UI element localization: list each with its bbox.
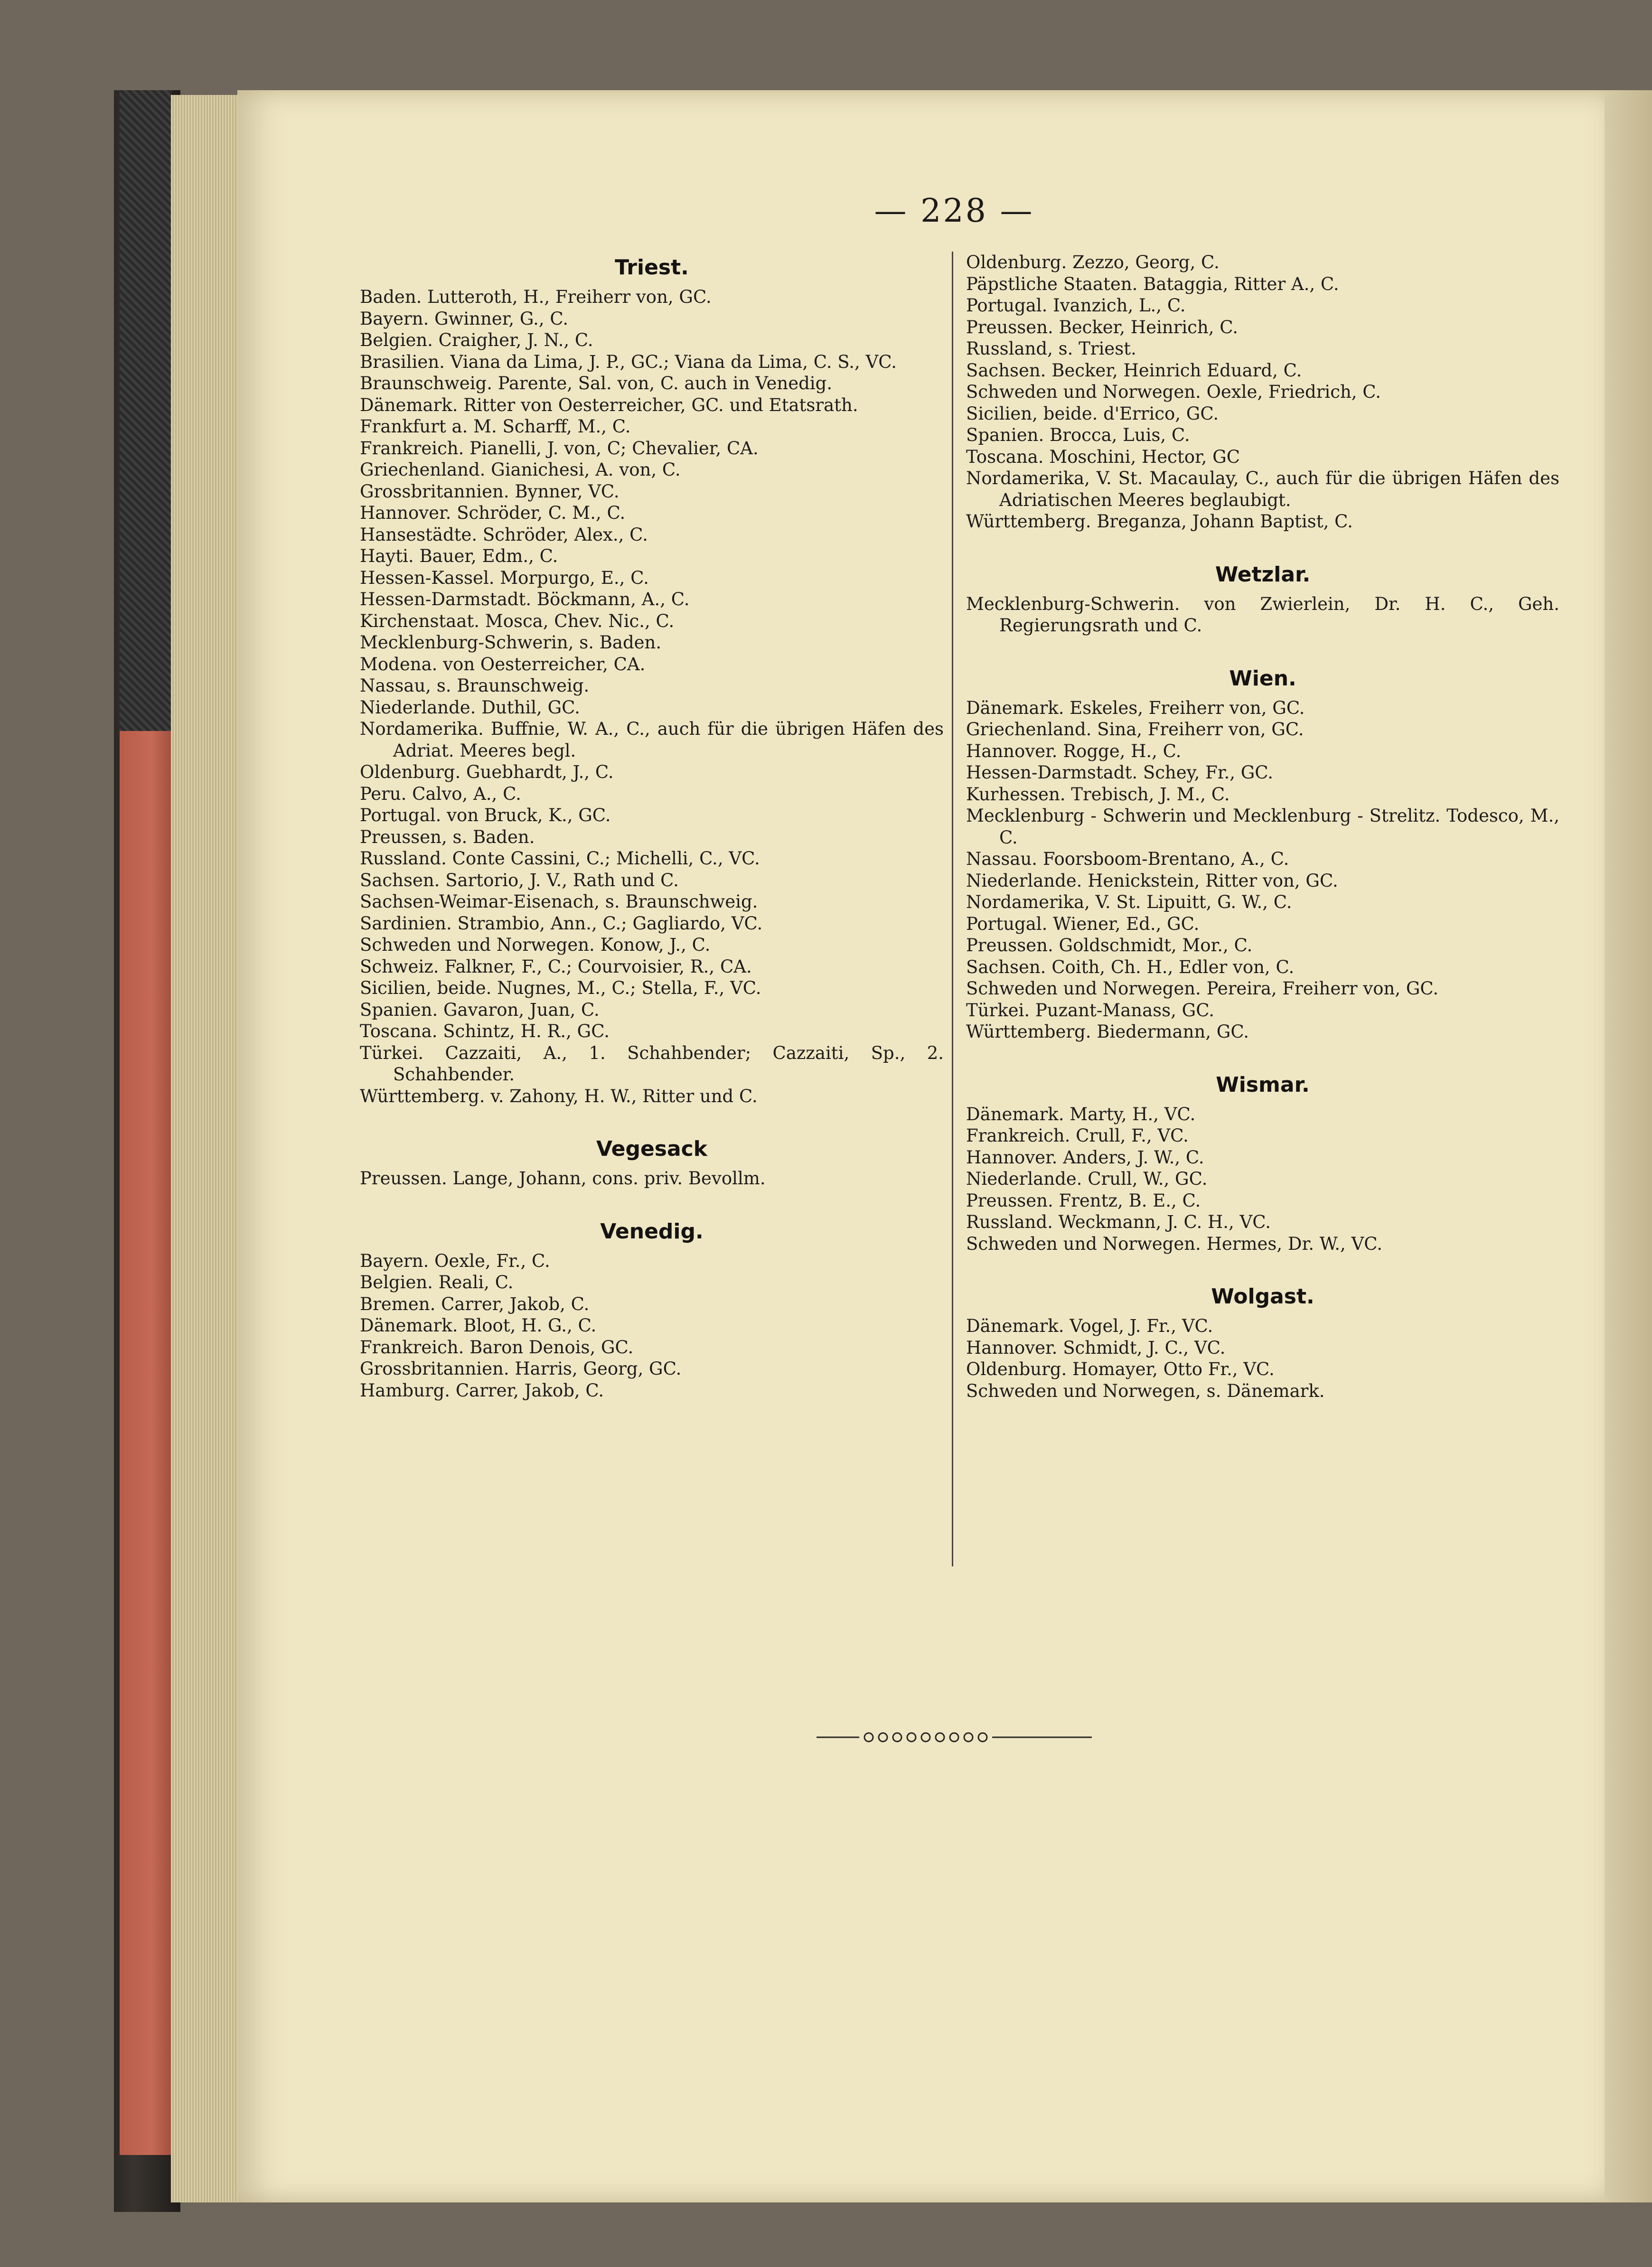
- consul-entry: Bayern. Gwinner, G., C.: [360, 308, 569, 329]
- consul-entry: Frankreich. Pianelli, J. von, C; Chevalier, CA.: [360, 438, 759, 459]
- consul-entry: Nordamerika. Buffnie, W. A., C., auch für die übrigen Häfen des Adriat. Meeres begl.: [360, 719, 944, 761]
- consul-entry: Preussen. Lange, Johann, cons. priv. Bevollm.: [360, 1168, 766, 1189]
- book-spine-red: [120, 731, 172, 2155]
- consul-entry: Hannover. Schröder, C. M., C.: [360, 503, 626, 523]
- consul-entry: Türkei. Cazzaiti, A., 1. Schahbender; Cazzaiti, Sp., 2. Schahbender.: [360, 1042, 944, 1085]
- consul-entry: Hayti. Bauer, Edm., C.: [360, 546, 558, 566]
- consul-entry: Bremen. Carrer, Jakob, C.: [360, 1293, 590, 1314]
- consul-entry: Nordamerika, V. St. Macaulay, C., auch für die übrigen Häfen des Adriatischen Meeres beglaubigt.: [966, 468, 1559, 510]
- consul-entry: Peru. Calvo, A., C.: [360, 783, 521, 804]
- consul-entry: Schweden und Norwegen. Konow, J., C.: [360, 935, 711, 955]
- city-heading: Wetzlar.: [1215, 562, 1311, 587]
- consul-entry: Sachsen. Becker, Heinrich Eduard, C.: [966, 360, 1302, 381]
- section-gap: [360, 1107, 944, 1133]
- city-heading: Wismar.: [1216, 1072, 1310, 1097]
- section-gap: [966, 637, 1559, 663]
- section-gap: [966, 1255, 1559, 1281]
- consul-entry: Dänemark. Vogel, J. Fr., VC.: [966, 1316, 1213, 1336]
- consul-entry: Nordamerika, V. St. Lipuitt, G. W., C.: [966, 892, 1292, 912]
- consul-entry: Hessen-Kassel. Morpurgo, E., C.: [360, 567, 649, 588]
- consul-entry: Dänemark. Marty, H., VC.: [966, 1104, 1196, 1124]
- consul-entry: Braunschweig. Parente, Sal. von, C. auch in Venedig.: [360, 373, 833, 393]
- consul-entry: Toscana. Schintz, H. R., GC.: [360, 1021, 610, 1041]
- consul-entry: Oldenburg. Zezzo, Georg, C.: [966, 252, 1220, 272]
- consul-entry: Russland, s. Triest.: [966, 338, 1136, 359]
- consul-entry: Griechenland. Sina, Freiherr von, GC.: [966, 719, 1304, 740]
- end-ornament: [817, 1728, 1092, 1747]
- left-column: [360, 252, 944, 1401]
- page-edges: [171, 95, 242, 2202]
- consul-entry: Portugal. von Bruck, K., GC.: [360, 805, 611, 825]
- consul-entry: Nassau. Foorsboom-Brentano, A., C.: [966, 849, 1289, 869]
- consul-entry: Preussen. Goldschmidt, Mor., C.: [966, 935, 1253, 956]
- consul-entry: Modena. von Oesterreicher, CA.: [360, 654, 646, 674]
- consul-entry: Niederlande. Crull, W., GC.: [966, 1169, 1208, 1189]
- consul-entry: Sicilien, beide. d'Errico, GC.: [966, 403, 1219, 424]
- consul-entry: Oldenburg. Homayer, Otto Fr., VC.: [966, 1359, 1275, 1379]
- consul-entry: Schweden und Norwegen, s. Dänemark.: [966, 1380, 1325, 1401]
- consul-entry: Kirchenstaat. Mosca, Chev. Nic., C.: [360, 610, 675, 631]
- consul-entry: Nassau, s. Braunschweig.: [360, 675, 590, 696]
- consul-entry: Schweden und Norwegen. Hermes, Dr. W., VC.: [966, 1233, 1383, 1254]
- city-heading: Wien.: [1229, 666, 1296, 691]
- consul-entry: Grossbritannien. Harris, Georg, GC.: [360, 1358, 682, 1379]
- consul-entry: Niederlande. Duthil, GC.: [360, 697, 580, 718]
- consul-entry: Belgien. Reali, C.: [360, 1272, 514, 1293]
- consul-entry: Württemberg. Biedermann, GC.: [966, 1021, 1249, 1042]
- consul-entry: Hamburg. Carrer, Jakob, C.: [360, 1380, 604, 1401]
- consul-entry: Russland. Conte Cassini, C.; Michelli, C., VC.: [360, 848, 760, 869]
- consul-entry: Spanien. Gavaron, Juan, C.: [360, 999, 600, 1020]
- consul-entry: Frankreich. Baron Denois, GC.: [360, 1337, 634, 1358]
- consul-entry: Frankreich. Crull, F., VC.: [966, 1125, 1189, 1146]
- consul-entry: Sachsen. Coith, Ch. H., Edler von, C.: [966, 956, 1295, 977]
- consul-entry: Mecklenburg - Schwerin und Mecklenburg - Strelitz. Todesco, M., C.: [966, 806, 1559, 848]
- city-heading: Venedig.: [600, 1219, 704, 1244]
- consul-entry: Toscana. Moschini, Hector, GC: [966, 446, 1240, 467]
- city-heading: Wolgast.: [1211, 1284, 1314, 1309]
- consul-entry: Mecklenburg-Schwerin. von Zwierlein, Dr. H. C., Geh. Regierungsrath und C.: [966, 593, 1559, 636]
- consul-entry: Sicilien, beide. Nugnes, M., C.; Stella, F., VC.: [360, 978, 761, 998]
- consul-entry: Mecklenburg-Schwerin, s. Baden.: [360, 632, 662, 653]
- consul-entry: Dänemark. Ritter von Oesterreicher, GC. und Etatsrath.: [360, 394, 858, 415]
- consul-entry: Frankfurt a. M. Scharff, M., C.: [360, 416, 631, 437]
- consul-entry: Sachsen. Sartorio, J. V., Rath und C.: [360, 870, 679, 890]
- column-divider: [952, 252, 953, 1566]
- consul-entry: Portugal. Ivanzich, L., C.: [966, 295, 1186, 316]
- consul-entry: Preussen, s. Baden.: [360, 826, 535, 847]
- section-gap: [966, 1043, 1559, 1069]
- consul-entry: Hansestädte. Schröder, Alex., C.: [360, 524, 648, 545]
- consul-entry: Portugal. Wiener, Ed., GC.: [966, 913, 1200, 934]
- consul-entry: Württemberg. v. Zahony, H. W., Ritter und C.: [360, 1086, 758, 1106]
- consul-entry: Hannover. Schmidt, J. C., VC.: [966, 1337, 1226, 1358]
- consul-entry: Dänemark. Eskeles, Freiherr von, GC.: [966, 697, 1305, 718]
- book-spine-top: [120, 90, 172, 736]
- consul-entry: Hannover. Anders, J. W., C.: [966, 1147, 1204, 1168]
- city-heading: Vegesack: [596, 1137, 708, 1161]
- consul-entry: Kurhessen. Trebisch, J. M., C.: [966, 784, 1230, 805]
- consul-entry: Päpstliche Staaten. Bataggia, Ritter A., C.: [966, 273, 1339, 294]
- consul-entry: Spanien. Brocca, Luis, C.: [966, 425, 1190, 445]
- facing-page-edge: [1605, 90, 1652, 2202]
- consul-entry: Hannover. Rogge, H., C.: [966, 740, 1182, 761]
- consul-entry: Brasilien. Viana da Lima, J. P., GC.; Viana da Lima, C. S., VC.: [360, 351, 897, 372]
- consul-entry: Türkei. Puzant-Manass, GC.: [966, 1000, 1214, 1021]
- consul-entry: Preussen. Frentz, B. E., C.: [966, 1190, 1201, 1211]
- page-number: — 228 —: [874, 192, 1034, 230]
- consul-entry: Schweden und Norwegen. Oexle, Friedrich, C.: [966, 382, 1381, 402]
- right-column: [966, 252, 1559, 1402]
- consul-entry: Dänemark. Bloot, H. G., C.: [360, 1315, 597, 1336]
- section-gap: [966, 533, 1559, 559]
- consul-entry: Schweiz. Falkner, F., C.; Courvoisier, R., CA.: [360, 956, 752, 977]
- consul-entry: Baden. Lutteroth, H., Freiherr von, GC.: [360, 287, 712, 307]
- consul-entry: Hessen-Darmstadt. Böckmann, A., C.: [360, 589, 690, 609]
- consul-entry: Oldenburg. Guebhardt, J., C.: [360, 762, 614, 782]
- consul-entry: Bayern. Oexle, Fr., C.: [360, 1250, 550, 1271]
- consul-entry: Hessen-Darmstadt. Schey, Fr., GC.: [966, 762, 1274, 783]
- consul-entry: Preussen. Becker, Heinrich, C.: [966, 317, 1238, 337]
- consul-entry: Sachsen-Weimar-Eisenach, s. Braunschweig.: [360, 891, 758, 912]
- consul-entry: Sardinien. Strambio, Ann., C.; Gagliardo, VC.: [360, 913, 763, 934]
- section-gap: [360, 1190, 944, 1216]
- consul-entry: Grossbritannien. Bynner, VC.: [360, 481, 620, 502]
- consul-entry: Russland. Weckmann, J. C. H., VC.: [966, 1212, 1271, 1232]
- city-heading: Triest.: [615, 255, 689, 280]
- consul-entry: Griechenland. Gianichesi, A. von, C.: [360, 459, 681, 480]
- consul-entry: Niederlande. Henickstein, Ritter von, GC.: [966, 870, 1338, 891]
- consul-entry: Schweden und Norwegen. Pereira, Freiherr von, GC.: [966, 978, 1439, 999]
- consul-entry: Württemberg. Breganza, Johann Baptist, C.: [966, 511, 1353, 532]
- consul-entry: Belgien. Craigher, J. N., C.: [360, 330, 593, 350]
